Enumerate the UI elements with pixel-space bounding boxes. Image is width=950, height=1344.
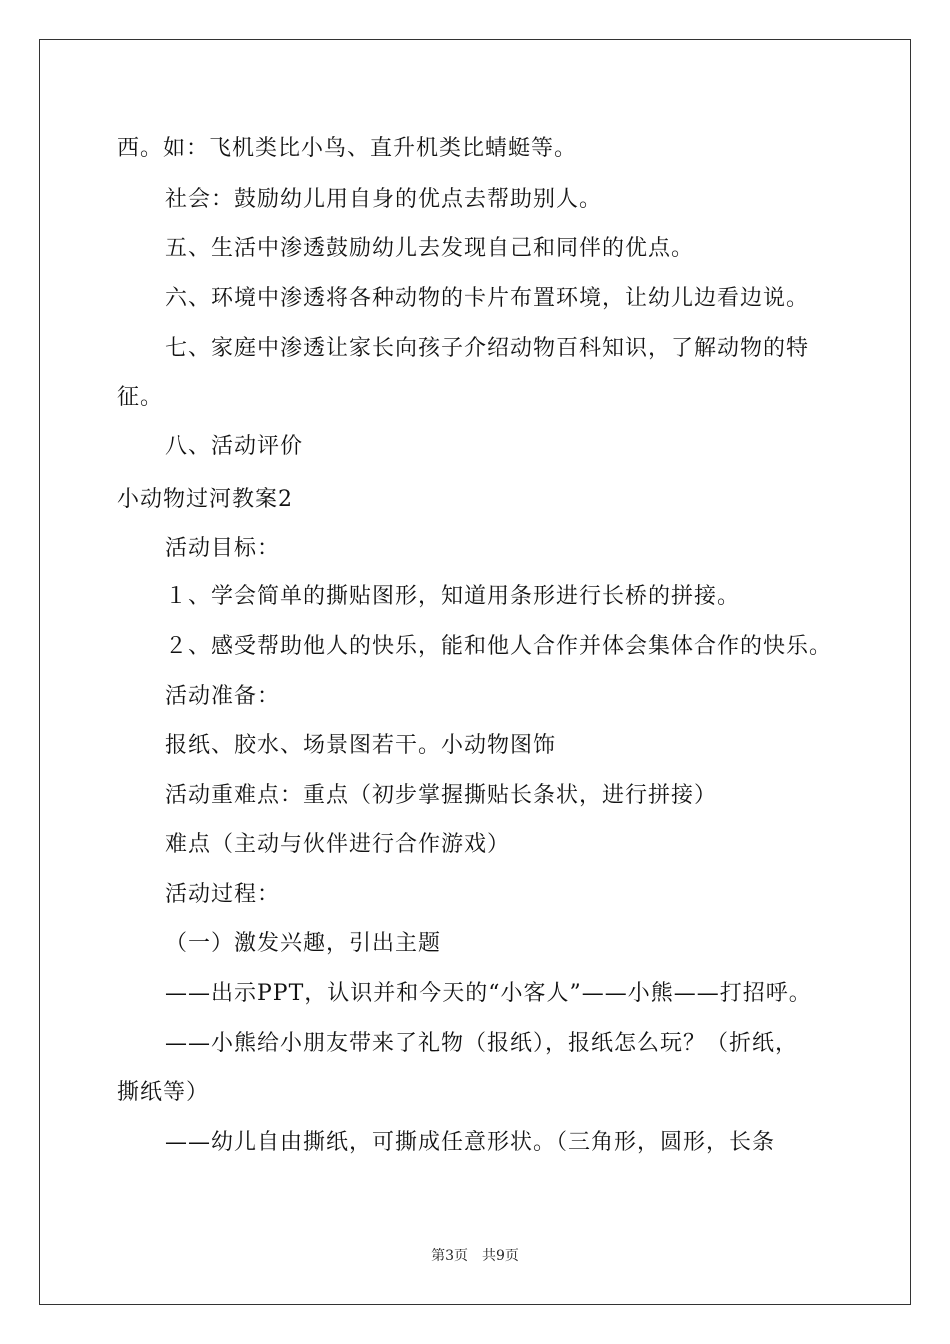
page-border (39, 39, 911, 1305)
text-line: 征。 (117, 385, 164, 410)
text-line: 八、活动评价 (165, 434, 304, 459)
text-line: 五、生活中渗透鼓励幼儿去发现自己和同伴的优点。 (165, 236, 695, 261)
text-line: 活动准备： (165, 684, 281, 709)
text-line: 活动过程： (165, 882, 281, 907)
page-number: 第3页 (431, 1248, 468, 1264)
text-line: 撕纸等） (117, 1080, 210, 1105)
text-line: １、学会简单的撕贴图形，知道用条形进行长桥的拼接。 (165, 584, 741, 609)
text-line: 七、家庭中渗透让家长向孩子介绍动物百科知识，了解动物的特 (165, 336, 810, 361)
section-title: 小动物过河教案2 (117, 487, 293, 512)
text-line: 西。如：飞机类比小鸟、直升机类比蜻蜓等。 (117, 136, 578, 161)
page-total: 共9页 (482, 1248, 519, 1264)
text-line: 社会：鼓励幼儿用自身的优点去帮助别人。 (165, 187, 603, 212)
text-line: 活动目标： (165, 536, 281, 561)
text-line: 活动重难点：重点（初步掌握撕贴长条状，进行拼接） (165, 783, 718, 808)
text-line: ——出示PPT，认识并和今天的“小客人”——小熊——打招呼。 (165, 981, 812, 1006)
text-line: 难点（主动与伙伴进行合作游戏） (165, 832, 511, 857)
page-footer (0, 1247, 950, 1265)
text-line: ——幼儿自由撕纸，可撕成任意形状。（三角形，圆形，长条 (165, 1130, 776, 1155)
text-line: 六、环境中渗透将各种动物的卡片布置环境，让幼儿边看边说。 (165, 286, 810, 311)
text-line: ２、感受帮助他人的快乐，能和他人合作并体会集体合作的快乐。 (165, 634, 833, 659)
text-line: 报纸、胶水、场景图若干。小动物图饰 (165, 733, 557, 758)
text-line: ——小熊给小朋友带来了礼物（报纸），报纸怎么玩？（折纸， (165, 1031, 799, 1056)
text-line: （一）激发兴趣，引出主题 (165, 931, 442, 956)
